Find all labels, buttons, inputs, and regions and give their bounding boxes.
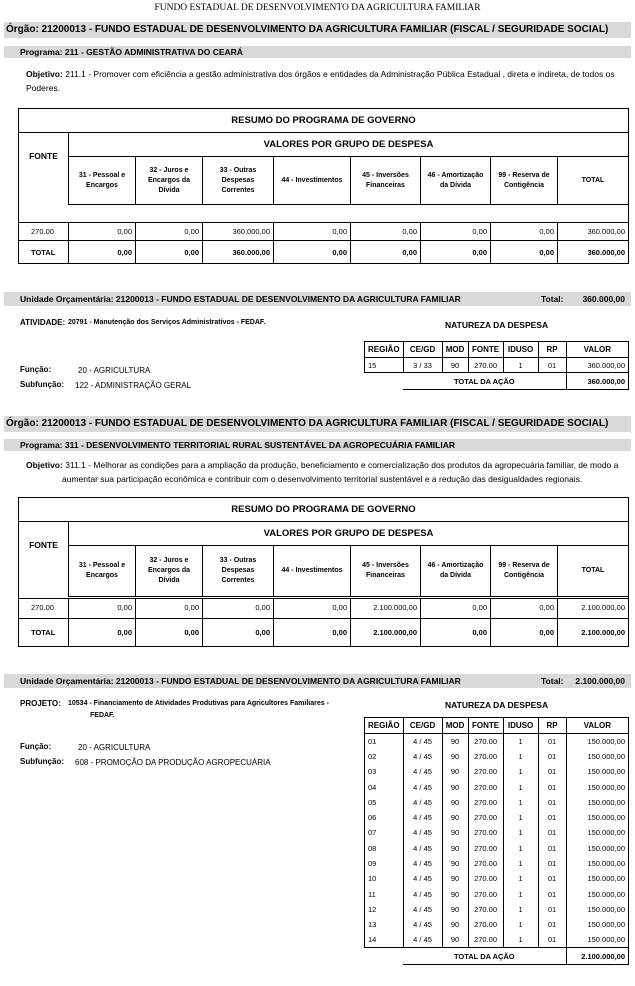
table-row <box>19 598 628 618</box>
projeto-label: PROJETO: <box>20 699 61 708</box>
total-acao-value: 360.000,00 <box>566 373 628 390</box>
resumo-title: RESUMO DO PROGRAMA DE GOVERNO <box>19 498 628 522</box>
nat-cell: 90 <box>442 779 468 794</box>
cell: 360.000,00 <box>557 241 628 263</box>
cell: 0,00 <box>420 241 490 263</box>
fonte-header: FONTE <box>29 540 58 550</box>
nat-cell: 150.000,00 <box>566 779 628 794</box>
total-row <box>19 240 628 263</box>
nat-cell: 270.00 <box>468 871 503 886</box>
nat-cell: 1 <box>503 856 538 871</box>
funcao-label: Função: <box>20 365 52 374</box>
cell: 360.000,00 <box>557 223 628 240</box>
nat-cell: 360.000,00 <box>566 358 628 373</box>
cell: TOTAL <box>31 628 56 637</box>
nat-cell: 1 <box>503 764 538 779</box>
nat-row <box>365 886 629 901</box>
nat-cell: 4 / 45 <box>403 917 442 932</box>
col-header: 44 - Investimentos <box>273 546 350 596</box>
objetivo-2 <box>26 458 618 472</box>
nat-cell: 01 <box>538 779 566 794</box>
nat-cell: 90 <box>442 825 468 840</box>
nat-cell: 1 <box>503 779 538 794</box>
cell: 360.000,00 <box>202 223 273 240</box>
nat-cell: 90 <box>442 902 468 917</box>
objetivo-text: 211.1 - Promover com eficiência a gestão administrativa dos órgãos e entidades da Administração Pública Estadual , direta e indireta, de todos os Poderes. <box>26 69 615 93</box>
natureza-table-2 <box>364 717 629 965</box>
natureza-table-1 <box>364 341 629 390</box>
nat-cell: 150.000,00 <box>566 917 628 932</box>
uo-bar-1 <box>4 292 631 306</box>
nat-cell: 4 / 45 <box>403 779 442 794</box>
resumo-table-2 <box>18 497 629 647</box>
nat-col-header: RP <box>538 342 566 358</box>
subfuncao-label: Subfunção: <box>20 757 64 766</box>
nat-col-header: MOD <box>442 342 468 358</box>
nat-cell: 1 <box>503 902 538 917</box>
col-header: 46 - Amortização da Dívida <box>420 157 490 204</box>
nat-cell: 01 <box>538 749 566 764</box>
nat-col-header: FONTE <box>468 718 503 734</box>
nat-cell: 270.00 <box>468 734 503 749</box>
programa-bar-1: Programa: 211 - GESTÃO ADMINISTRATIVA DO CEARÁ <box>4 46 631 58</box>
cell: TOTAL <box>31 248 56 257</box>
nat-cell: 13 <box>365 917 404 932</box>
projeto-line-2: FEDAF. <box>90 712 115 719</box>
nat-cell: 01 <box>538 917 566 932</box>
nat-cell: 90 <box>442 932 468 947</box>
nat-cell: 90 <box>442 734 468 749</box>
cell: 0,00 <box>273 223 350 240</box>
nat-col-header: MOD <box>442 718 468 734</box>
total-acao-row <box>365 948 629 965</box>
nat-row <box>365 917 629 932</box>
spacer <box>365 948 404 965</box>
cell: 0,00 <box>350 223 420 240</box>
nat-cell: 1 <box>503 841 538 856</box>
nat-cell: 90 <box>442 358 468 373</box>
nat-row <box>365 841 629 856</box>
uo-total-value: 360.000,00 <box>582 294 625 304</box>
nat-cell: 01 <box>538 856 566 871</box>
nat-cell: 14 <box>365 932 404 947</box>
total-acao-label: TOTAL DA AÇÃO <box>403 948 566 965</box>
nat-cell: 01 <box>365 734 404 749</box>
nat-cell: 270.00 <box>468 779 503 794</box>
nat-cell: 1 <box>503 932 538 947</box>
nat-cell: 1 <box>503 795 538 810</box>
nat-col-header: REGIÃO <box>365 342 404 358</box>
objetivo-line-1: 311.1 - Melhorar as condições para a ampliação da produção, beneficiamento e comercialização dos produtos da agropecuária familiar, de modo a <box>65 460 619 470</box>
col-header: 32 - Juros e Encargos da Dívida <box>135 546 202 596</box>
nat-cell: 01 <box>538 734 566 749</box>
cell: 0,00 <box>490 241 557 263</box>
nat-cell: 1 <box>503 358 538 373</box>
nat-cell: 10 <box>365 871 404 886</box>
fonte-header: FONTE <box>29 151 58 161</box>
nat-col-header: CE/GD <box>403 342 442 358</box>
nat-cell: 05 <box>365 795 404 810</box>
total-acao-label: TOTAL DA AÇÃO <box>403 373 566 390</box>
cell: 270.00 <box>31 227 54 236</box>
nat-cell: 4 / 45 <box>403 871 442 886</box>
nat-cell: 150.000,00 <box>566 886 628 901</box>
nat-cell: 150.000,00 <box>566 795 628 810</box>
nat-col-header: IDUSO <box>503 342 538 358</box>
valores-title: VALORES POR GRUPO DE DESPESA <box>68 522 628 546</box>
resumo-title: RESUMO DO PROGRAMA DE GOVERNO <box>19 109 628 133</box>
natureza-title: NATUREZA DA DESPESA <box>445 700 549 710</box>
subfuncao-text: 122 - ADMINISTRAÇÃO GERAL <box>75 381 192 390</box>
nat-cell: 4 / 45 <box>403 734 442 749</box>
nat-cell: 90 <box>442 795 468 810</box>
col-header: 45 - Inversões Financeiras <box>350 546 420 596</box>
nat-cell: 3 / 33 <box>403 358 442 373</box>
nat-cell: 01 <box>538 902 566 917</box>
nat-cell: 90 <box>442 917 468 932</box>
nat-row <box>365 902 629 917</box>
total-acao-value: 2.100.000,00 <box>566 948 628 965</box>
cell: 0,00 <box>273 619 350 646</box>
nat-cell: 1 <box>503 917 538 932</box>
cell: 0,00 <box>420 223 490 240</box>
nat-cell: 4 / 45 <box>403 856 442 871</box>
nat-cell: 1 <box>503 749 538 764</box>
valores-title: VALORES POR GRUPO DE DESPESA <box>68 133 628 157</box>
cell: 2.100.000,00 <box>557 619 628 646</box>
nat-cell: 07 <box>365 825 404 840</box>
nat-cell: 150.000,00 <box>566 810 628 825</box>
nat-col-header: IDUSO <box>503 718 538 734</box>
nat-cell: 150.000,00 <box>566 825 628 840</box>
nat-cell: 270.00 <box>468 841 503 856</box>
col-header: 99 - Reserva de Contigência <box>490 157 557 204</box>
table-row <box>19 222 628 240</box>
nat-cell: 4 / 45 <box>403 810 442 825</box>
nat-cell: 03 <box>365 764 404 779</box>
nat-cell: 4 / 45 <box>403 825 442 840</box>
col-header: 33 - Outras Despesas Correntes <box>202 157 273 204</box>
nat-row <box>365 810 629 825</box>
nat-cell: 150.000,00 <box>566 764 628 779</box>
col-header: 46 - Amortização da Dívida <box>420 546 490 596</box>
nat-cell: 90 <box>442 749 468 764</box>
cell: 0,00 <box>68 599 135 618</box>
nat-cell: 02 <box>365 749 404 764</box>
nat-cell: 15 <box>365 358 404 373</box>
cell: 0,00 <box>490 223 557 240</box>
nat-cell: 1 <box>503 871 538 886</box>
subfuncao-label: Subfunção: <box>20 380 64 389</box>
nat-cell: 06 <box>365 810 404 825</box>
cell: 0,00 <box>68 241 135 263</box>
col-header: TOTAL <box>557 157 628 204</box>
nat-cell: 270.00 <box>468 810 503 825</box>
nat-cell: 4 / 45 <box>403 841 442 856</box>
column-headers <box>68 546 628 597</box>
nat-cell: 4 / 45 <box>403 795 442 810</box>
col-header: 99 - Reserva de Contigência <box>490 546 557 596</box>
atividade-text: 20791 - Manutenção dos Serviços Administrativos - FEDAF. <box>68 319 266 326</box>
nat-cell: 11 <box>365 886 404 901</box>
nat-cell: 90 <box>442 841 468 856</box>
document-header: FUNDO ESTADUAL DE DESENVOLVIMENTO DA AGRICULTURA FAMILIAR <box>154 3 481 13</box>
nat-cell: 270.00 <box>468 764 503 779</box>
cell: 0,00 <box>420 599 490 618</box>
nat-cell: 90 <box>442 871 468 886</box>
nat-row <box>365 358 629 373</box>
uo-total-value: 2.100.000,00 <box>575 676 625 686</box>
nat-cell: 150.000,00 <box>566 932 628 947</box>
nat-cell: 270.00 <box>468 358 503 373</box>
cell: 2.100.000,00 <box>557 599 628 618</box>
spacer <box>365 373 404 390</box>
nat-cell: 150.000,00 <box>566 749 628 764</box>
objetivo-label: Objetivo: <box>26 69 63 79</box>
nat-row <box>365 779 629 794</box>
funcao-text: 20 - AGRICULTURA <box>78 743 151 752</box>
total-row <box>19 618 628 646</box>
col-header: 33 - Outras Despesas Correntes <box>202 546 273 596</box>
nat-cell: 270.00 <box>468 886 503 901</box>
nat-cell: 1 <box>503 886 538 901</box>
nat-cell: 90 <box>442 764 468 779</box>
cell: 0,00 <box>490 619 557 646</box>
cell: 0,00 <box>202 599 273 618</box>
nat-cell: 150.000,00 <box>566 856 628 871</box>
nat-cell: 01 <box>538 764 566 779</box>
nat-cell: 4 / 45 <box>403 749 442 764</box>
col-header: 31 - Pessoal e Encargos <box>68 157 135 204</box>
uo-bar-2 <box>4 674 631 688</box>
col-header: 31 - Pessoal e Encargos <box>68 546 135 596</box>
nat-col-header: FONTE <box>468 342 503 358</box>
nat-cell: 270.00 <box>468 749 503 764</box>
orgao-bar-1: Órgão: 21200013 - FUNDO ESTADUAL DE DESENVOLVIMENTO DA AGRICULTURA FAMILIAR (FISCAL / SEGURIDADE SOCIAL) <box>4 22 631 38</box>
nat-cell: 150.000,00 <box>566 841 628 856</box>
natureza-title: NATUREZA DA DESPESA <box>445 320 549 330</box>
nat-cell: 01 <box>538 825 566 840</box>
nat-col-header: VALOR <box>566 342 628 358</box>
nat-cell: 01 <box>538 358 566 373</box>
nat-cell: 4 / 45 <box>403 764 442 779</box>
funcao-label: Função: <box>20 742 52 751</box>
programa-bar-2: Programa: 311 - DESENVOLVIMENTO TERRITORIAL RURAL SUSTENTÁVEL DA AGROPECUÁRIA FAMILIAR <box>4 439 631 451</box>
projeto-line-1: 10534 - Financiamento de Atividades Produtivas para Agricultores Familiares - <box>68 700 329 707</box>
nat-cell: 1 <box>503 825 538 840</box>
objetivo-line-2: aumentar sua participação econômica e contribuir com o desenvolvimento territorial sustentável e a redução das desigualdades regionais. <box>62 474 583 484</box>
subfuncao-text: 608 - PROMOÇÃO DA PRODUÇÃO AGROPECUÁRIA <box>75 758 271 767</box>
nat-cell: 90 <box>442 886 468 901</box>
nat-cell: 4 / 45 <box>403 886 442 901</box>
nat-cell: 150.000,00 <box>566 902 628 917</box>
cell: 0,00 <box>350 241 420 263</box>
cell: 2.100.000,00 <box>350 619 420 646</box>
cell: 360.000,00 <box>202 241 273 263</box>
cell: 0,00 <box>135 223 202 240</box>
nat-row <box>365 734 629 749</box>
total-acao-row <box>365 373 629 390</box>
nat-row <box>365 871 629 886</box>
nat-col-header: CE/GD <box>403 718 442 734</box>
atividade-label: ATIVIDADE: <box>20 318 66 327</box>
col-header: 32 - Juros e Encargos da Dívida <box>135 157 202 204</box>
col-header: 45 - Inversões Financeiras <box>350 157 420 204</box>
uo-title: Unidade Orçamentária: 21200013 - FUNDO ESTADUAL DE DESENVOLVIMENTO DA AGRICULTURA FAMILIAR <box>20 294 461 304</box>
nat-row <box>365 932 629 947</box>
nat-cell: 1 <box>503 810 538 825</box>
uo-total-label: Total: <box>541 676 564 686</box>
nat-cell: 01 <box>538 932 566 947</box>
nat-row <box>365 825 629 840</box>
col-header: TOTAL <box>557 546 628 596</box>
nat-cell: 90 <box>442 856 468 871</box>
nat-cell: 270.00 <box>468 856 503 871</box>
nat-row <box>365 764 629 779</box>
nat-col-header: REGIÃO <box>365 718 404 734</box>
uo-total-label: Total: <box>541 294 564 304</box>
nat-cell: 01 <box>538 795 566 810</box>
cell: 0,00 <box>273 599 350 618</box>
nat-row <box>365 795 629 810</box>
nat-cell: 1 <box>503 734 538 749</box>
resumo-table-1 <box>18 108 629 264</box>
funcao-text: 20 - AGRICULTURA <box>78 366 151 375</box>
cell: 0,00 <box>68 223 135 240</box>
nat-cell: 01 <box>538 886 566 901</box>
nat-cell: 270.00 <box>468 825 503 840</box>
cell: 0,00 <box>490 599 557 618</box>
objetivo-label: Objetivo: <box>26 460 63 470</box>
cell: 270.00 <box>31 603 54 612</box>
cell: 0,00 <box>420 619 490 646</box>
nat-cell: 09 <box>365 856 404 871</box>
nat-row <box>365 749 629 764</box>
objetivo-1 <box>26 67 635 95</box>
nat-cell: 150.000,00 <box>566 871 628 886</box>
nat-cell: 04 <box>365 779 404 794</box>
cell: 0,00 <box>68 619 135 646</box>
nat-col-header: VALOR <box>566 718 628 734</box>
nat-cell: 270.00 <box>468 795 503 810</box>
column-headers <box>68 157 628 205</box>
nat-cell: 270.00 <box>468 902 503 917</box>
nat-cell: 270.00 <box>468 917 503 932</box>
nat-row <box>365 856 629 871</box>
cell: 0,00 <box>135 241 202 263</box>
nat-cell: 08 <box>365 841 404 856</box>
nat-cell: 270.00 <box>468 932 503 947</box>
nat-cell: 01 <box>538 841 566 856</box>
nat-cell: 12 <box>365 902 404 917</box>
uo-title: Unidade Orçamentária: 21200013 - FUNDO ESTADUAL DE DESENVOLVIMENTO DA AGRICULTURA FAMILIAR <box>20 676 461 686</box>
cell: 0,00 <box>273 241 350 263</box>
nat-cell: 150.000,00 <box>566 734 628 749</box>
cell: 2.100.000,00 <box>350 599 420 618</box>
nat-cell: 90 <box>442 810 468 825</box>
cell: 0,00 <box>202 619 273 646</box>
nat-cell: 4 / 45 <box>403 902 442 917</box>
nat-col-header: RP <box>538 718 566 734</box>
nat-cell: 4 / 45 <box>403 932 442 947</box>
nat-cell: 01 <box>538 810 566 825</box>
cell: 0,00 <box>135 619 202 646</box>
nat-cell: 01 <box>538 871 566 886</box>
cell: 0,00 <box>135 599 202 618</box>
orgao-bar-2: Órgão: 21200013 - FUNDO ESTADUAL DE DESENVOLVIMENTO DA AGRICULTURA FAMILIAR (FISCAL / SEGURIDADE SOCIAL) <box>4 416 631 432</box>
col-header: 44 - Investimentos <box>273 157 350 204</box>
